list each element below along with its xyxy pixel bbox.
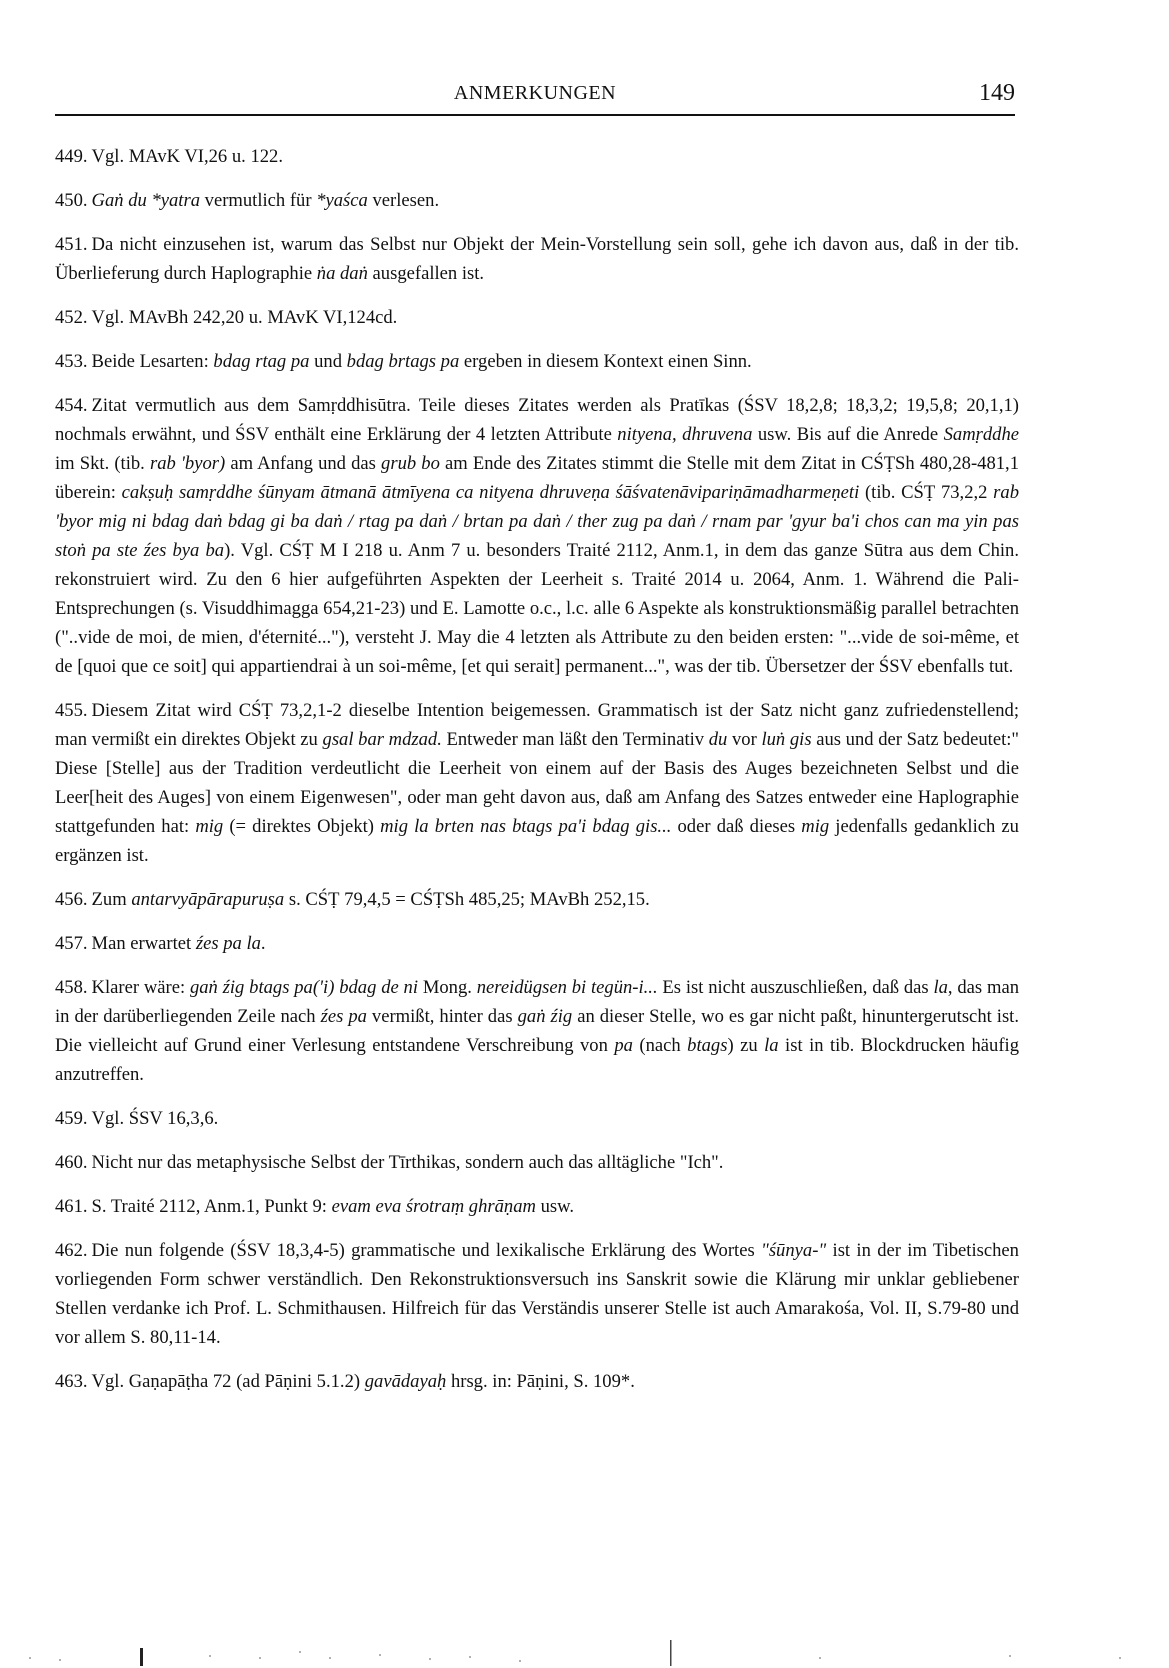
endnote-text: Zitat vermutlich aus dem Samṛddhisūtra. Teile dieses Zitates werden als Pratīkas (ŚSV 18,2,8; 18,3,2; 19,5,8; 20,1,1) nochmals erwähnt, und ŚSV enthält eine Erklärung der 4 letzten Attribute (55, 395, 1019, 445)
endnote-text: Klarer wäre: (91, 977, 190, 998)
endnote-italic-term: mig la brten nas btags pa'i bdag gis... (380, 816, 672, 837)
endnotes-list (55, 142, 1019, 1411)
endnote-449 (55, 142, 1019, 171)
endnote-459 (55, 1104, 1019, 1133)
endnote-italic-term: btags (687, 1035, 728, 1056)
endnote-number: 463. (55, 1371, 88, 1392)
endnote-text: Da nicht einzusehen ist, warum das Selbst nur Objekt der Mein-Vorstellung sein soll, gehe ich davon aus, daß in der tib. Überlieferung durch Haplographie (55, 234, 1019, 284)
endnote-italic-term: bdag rtag pa (213, 351, 310, 372)
endnote-italic-term: nereidügsen bi tegün-i... (476, 977, 658, 998)
endnote-text: Zum (91, 889, 132, 910)
endnote-text: ist in tib. Blockdrucken häufig anzutreffen. (55, 1035, 1019, 1085)
endnote-italic-term: "śūnya-" (761, 1240, 827, 1261)
endnote-text: ergeben in diesem Kontext einen Sinn. (459, 351, 752, 372)
endnote-text: vermißt, hinter das (366, 1006, 518, 1027)
endnote-450 (55, 186, 1019, 215)
endnote-text: Entweder man läßt den Terminativ (441, 729, 709, 750)
endnote-number: 453. (55, 351, 88, 372)
endnote-number: 461. (55, 1196, 88, 1217)
endnote-italic-term: bdag brtags pa (346, 351, 460, 372)
endnote-text: , das man in der darüberliegenden Zeile nach (55, 977, 1019, 1027)
endnote-number: 449. (55, 146, 88, 167)
endnote-460 (55, 1148, 1019, 1177)
endnote-456 (55, 885, 1019, 914)
endnote-text: verlesen. (367, 190, 440, 211)
endnote-463 (55, 1367, 1019, 1396)
endnote-453 (55, 347, 1019, 376)
scan-noise (0, 1628, 1169, 1668)
endnote-text: Beide Lesarten: (91, 351, 214, 372)
endnote-text: jedenfalls gedanklich zu ergänzen ist. (55, 816, 1019, 866)
endnote-458 (55, 973, 1019, 1089)
endnote-454 (55, 391, 1019, 681)
endnote-italic-term: źes pa (320, 1006, 367, 1027)
endnote-number: 451. (55, 234, 88, 255)
endnote-number: 459. (55, 1108, 88, 1129)
endnote-text: vermutlich für (200, 190, 317, 211)
endnote-text: S. Traité 2112, Anm.1, Punkt 9: (91, 1196, 332, 1217)
endnote-462 (55, 1236, 1019, 1352)
endnote-text: an dieser Stelle, wo es gar nicht paßt, hinuntergerutscht ist. Die vielleicht auf Grund einer Verlesung entstandene Verschreibung von (55, 1006, 1019, 1056)
endnote-text: ist in der im Tibetischen vorliegenden Form schwer verständlich. Den Rekonstruktionsversuch ins Sanskrit sowie die Klärung mir unklar gebliebener Stellen verdanke ich Prof. L. Schmithausen. Hilfreich für das Verständis unserer Stelle ist auch Amarakośa, Vol. II, S.79-80 und vor allem S. 80,11-14. (55, 1240, 1019, 1348)
endnote-text: Es ist nicht auszuschließen, daß das (657, 977, 934, 998)
endnote-italic-term: mig (801, 816, 830, 837)
endnote-text: Vgl. MAvBh 242,20 u. MAvK VI,124cd. (91, 307, 398, 328)
page-number: 149 (979, 80, 1015, 106)
endnote-number: 462. (55, 1240, 88, 1261)
endnote-italic-term: źes pa la (195, 933, 261, 954)
endnote-text: im Skt. (tib. (55, 453, 150, 474)
endnote-italic-term: evam eva śrotraṃ ghrāṇam (331, 1196, 536, 1217)
endnote-text: Diesem Zitat wird CŚṬ 73,2,1-2 dieselbe Intention beigemessen. Grammatisch ist der Satz nicht ganz zufriedenstellend; man vermißt ein direktes Objekt zu (55, 700, 1019, 750)
endnote-italic-term: ṅa daṅ (316, 263, 368, 284)
endnote-number: 450. (55, 190, 88, 211)
endnote-number: 454. (55, 395, 88, 416)
endnote-text: . (260, 933, 266, 954)
endnote-number: 456. (55, 889, 88, 910)
endnote-text: Vgl. Gaṇapāṭha 72 (ad Pāṇini 5.1.2) (91, 1371, 365, 1392)
endnote-number: 460. (55, 1152, 88, 1173)
endnote-italic-term: gavādayaḥ (364, 1371, 447, 1392)
header-title: ANMERKUNGEN (453, 82, 617, 104)
endnote-italic-term: nityena, dhruvena (617, 424, 753, 445)
endnote-text: Vgl. ŚSV 16,3,6. (91, 1108, 219, 1129)
endnote-number: 458. (55, 977, 88, 998)
endnote-italic-term: du (708, 729, 728, 750)
endnote-italic-term: gsal bar mdzad. (322, 729, 442, 750)
endnote-text: oder daß dieses (671, 816, 802, 837)
endnote-451 (55, 230, 1019, 288)
endnote-italic-term: luṅ gis (761, 729, 812, 750)
endnote-number: 455. (55, 700, 88, 721)
endnote-452 (55, 303, 1019, 332)
endnote-text: und (309, 351, 347, 372)
endnote-text: hrsg. in: Pāṇini, S. 109*. (446, 1371, 635, 1392)
endnote-text: aus und der Satz bedeutet:" Diese [Stelle] aus der Tradition verdeutlicht die Leerheit von einem auf der Basis des Auges bezeichneten Selbst und die Leer[heit des Auges] von einem Eigenwesen", oder man geht davon aus, daß am Anfang des Satzes entweder eine Haplographie stattgefunden hat: (55, 729, 1020, 837)
endnote-text: am Anfang und das (225, 453, 382, 474)
endnote-text: Vgl. MAvK VI,26 u. 122. (91, 146, 283, 167)
endnote-italic-term: Gaṅ du *yatra (91, 190, 201, 211)
endnote-text: usw. (535, 1196, 574, 1217)
endnote-text: usw. Bis auf die Anrede (752, 424, 944, 445)
endnote-text: (nach (632, 1035, 688, 1056)
endnote-text: vor (727, 729, 762, 750)
endnote-text: am Ende des Zitates stimmt die Stelle mit dem Zitat in CŚṬSh 480,28-481,1 überein: (55, 453, 1019, 503)
endnote-number: 452. (55, 307, 88, 328)
endnote-text: ) zu (727, 1035, 765, 1056)
endnote-italic-term: grub bo (381, 453, 440, 474)
endnote-italic-term: la (933, 977, 948, 998)
endnote-text: Man erwartet (91, 933, 196, 954)
endnote-italic-term: rab 'byor) (149, 453, 226, 474)
endnote-italic-term: *yaśca (316, 190, 368, 211)
endnote-text: s. CŚṬ 79,4,5 = CŚṬSh 485,25; MAvBh 252,15. (284, 889, 650, 910)
endnote-455 (55, 696, 1019, 870)
endnote-text: Die nun folgende (ŚSV 18,3,4-5) grammatische und lexikalische Erklärung des Wortes (91, 1240, 762, 1261)
endnote-italic-term: pa (614, 1035, 633, 1056)
endnote-italic-term: cakṣuḥ samṛddhe śūnyam ātmanā ātmīyena ca nityena dhruveṇa śāśvatenāvipariṇāmadharmeṇeti (121, 482, 860, 503)
endnote-text: ausgefallen ist. (367, 263, 485, 284)
endnote-italic-term: antarvyāpārapuruṣa (131, 889, 285, 910)
endnote-457 (55, 929, 1019, 958)
endnote-text: Mong. (418, 977, 477, 998)
running-header (55, 80, 1015, 116)
endnote-italic-term: Samṛddhe (943, 424, 1019, 445)
endnote-italic-term: mig (195, 816, 224, 837)
endnote-text: ). Vgl. CŚṬ M I 218 u. Anm 7 u. besonders Traité 2112, Anm.1, in dem das ganze Sūtra aus dem Chin. rekonstruiert wird. Zu den 6 hier aufgeführten Aspekten der Leerheit s. Traité 2014 u. 2064, Anm. 1. Während die Pali-Entsprechungen (s. Visuddhimagga 654,21-23) und E. Lamotte o.c., l.c. alle 6 Aspekte als konstruktionsmäßig parallel betrachten ("..vide de moi, de mien, d'éternité..."), versteht J. May die 4 letzten als Attribute zu den beiden ersten: "...vide de soi-même, et de [quoi que ce soit] qui appartiendrai à un soi-même, [et qui serait] permanent...", was der tib. Übersetzer der ŚSV ebenfalls tut. (55, 540, 1019, 677)
endnote-italic-term: la (764, 1035, 779, 1056)
endnote-italic-term: rab 'byor mig ni bdag daṅ bdag gi ba daṅ / rtag pa daṅ / brtan pa daṅ / ther zug pa daṅ / rnam par 'gyur ba'i chos can ma yin pas stoṅ pa ste źes bya ba (55, 482, 1019, 561)
endnote-italic-term: gaṅ źig (517, 1006, 573, 1027)
endnote-461 (55, 1192, 1019, 1221)
endnote-text: (tib. CŚṬ 73,2,2 (859, 482, 994, 503)
endnote-text: Nicht nur das metaphysische Selbst der Tīrthikas, sondern auch das alltägliche "Ich". (91, 1152, 724, 1173)
endnote-number: 457. (55, 933, 88, 954)
endnote-italic-term: gaṅ źig btags pa('i) bdag de ni (189, 977, 419, 998)
endnote-text: (= direktes Objekt) (223, 816, 381, 837)
